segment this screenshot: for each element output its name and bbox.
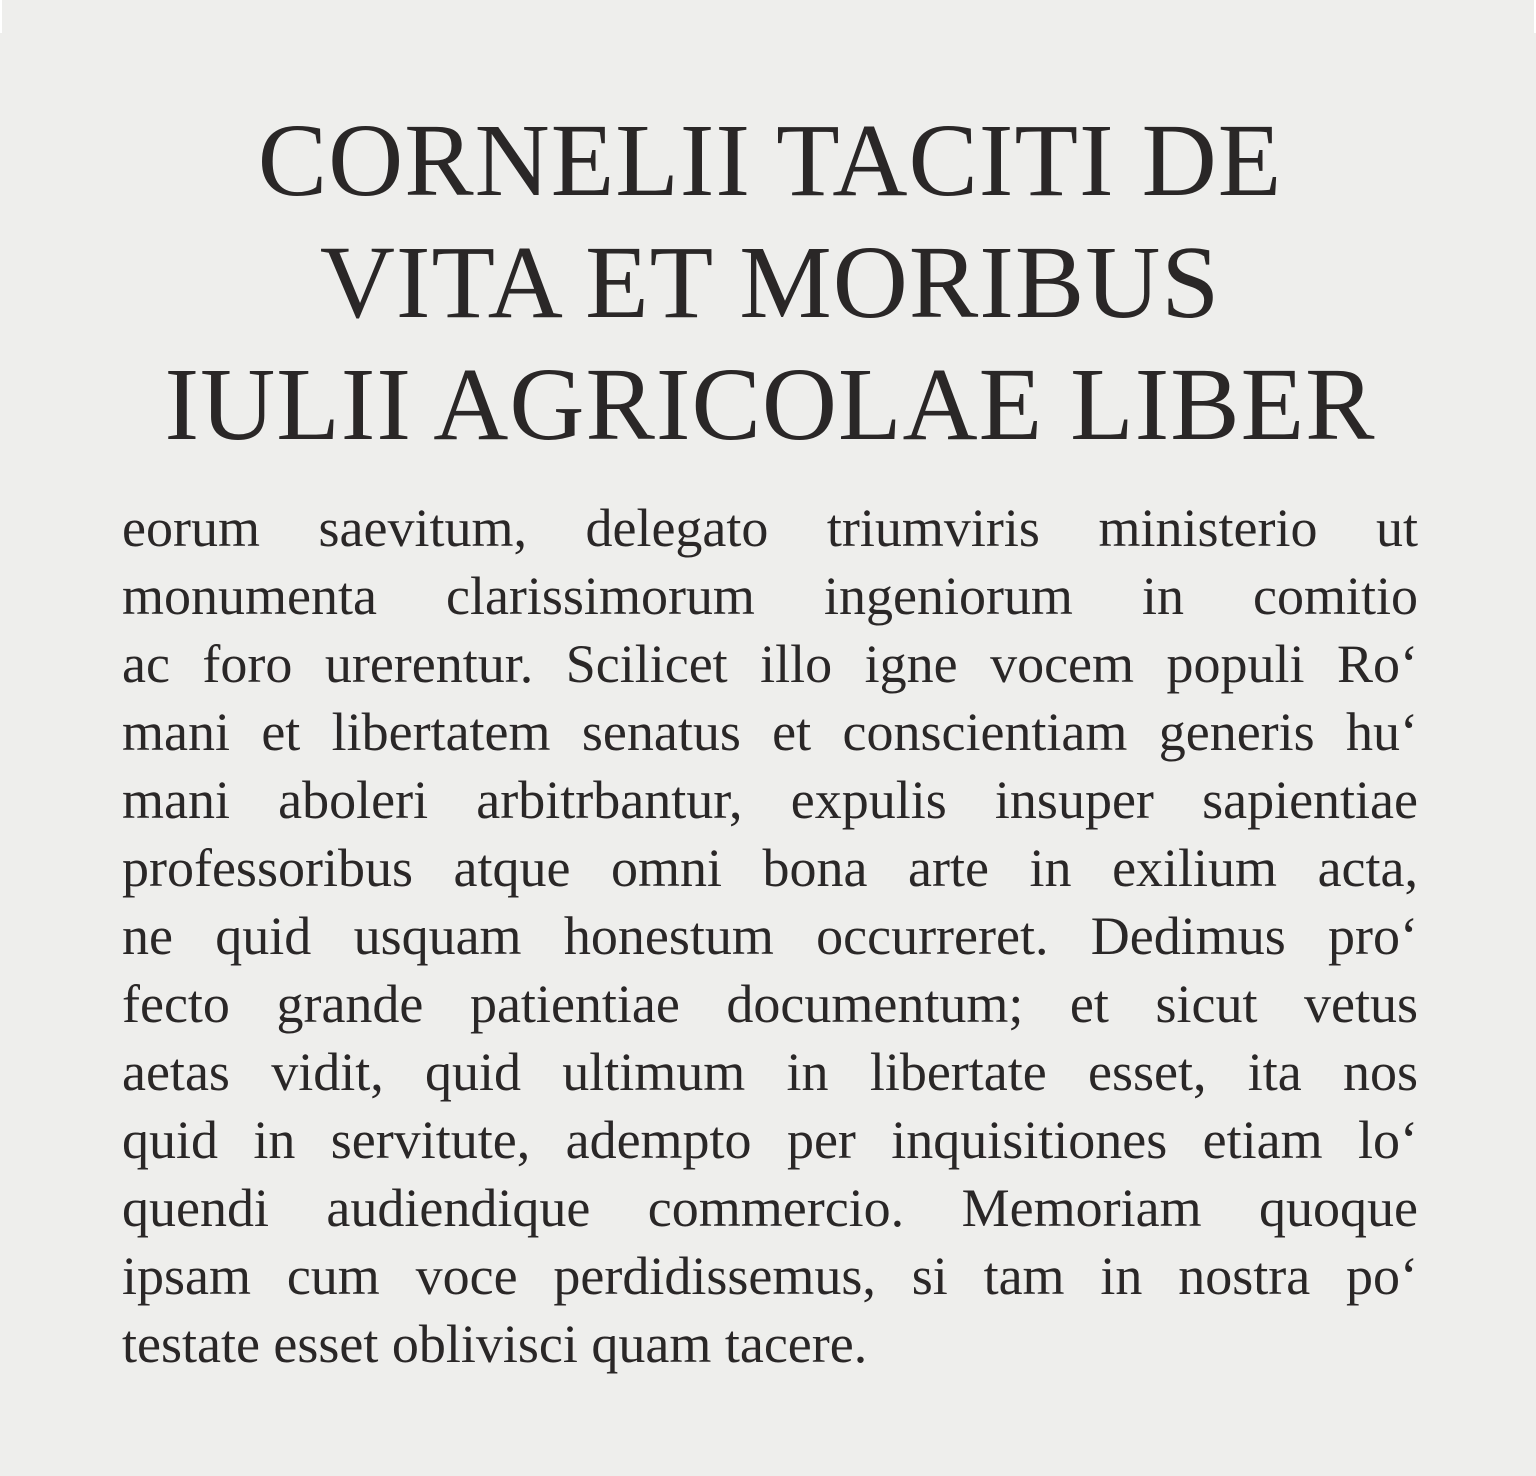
- body-line: fecto grande patientiae documentum; et sicut vetus: [122, 974, 1418, 1034]
- body-line: eorum saevitum, delegato triumviris ministerio ut: [122, 498, 1418, 558]
- document-title: [122, 100, 1418, 466]
- title-line: CORNELII TACITI DE: [257, 103, 1283, 218]
- body-line: ne quid usquam honestum occurreret. Dedimus pro‘: [122, 906, 1418, 966]
- body-line: monumenta clarissimorum ingeniorum in comitio: [122, 566, 1418, 626]
- body-line-last: testate esset oblivisci quam tacere.: [122, 1314, 868, 1374]
- body-line: mani aboleri arbitrbantur, expulis insuper sapientiae: [122, 770, 1418, 830]
- body-line: ac foro urerentur. Scilicet illo igne vocem populi Ro‘: [122, 634, 1418, 694]
- type-specimen-page: [122, 100, 1418, 1378]
- body-paragraph: [122, 494, 1418, 1378]
- title-line: IULII AGRICOLAE LIBER: [164, 347, 1376, 462]
- body-line: mani et libertatem senatus et conscientiam generis hu‘: [122, 702, 1418, 762]
- body-line: quid in servitute, adempto per inquisitiones etiam lo‘: [122, 1110, 1418, 1170]
- body-line: aetas vidit, quid ultimum in libertate esset, ita nos: [122, 1042, 1418, 1102]
- body-line: professoribus atque omni bona arte in exilium acta,: [122, 838, 1418, 898]
- body-line: quendi audiendique commercio. Memoriam quoque: [122, 1178, 1418, 1238]
- title-line: VITA ET MORIBUS: [319, 225, 1221, 340]
- corner-mark-left: [0, 0, 2, 33]
- body-line: ipsam cum voce perdidissemus, si tam in nostra po‘: [122, 1246, 1418, 1306]
